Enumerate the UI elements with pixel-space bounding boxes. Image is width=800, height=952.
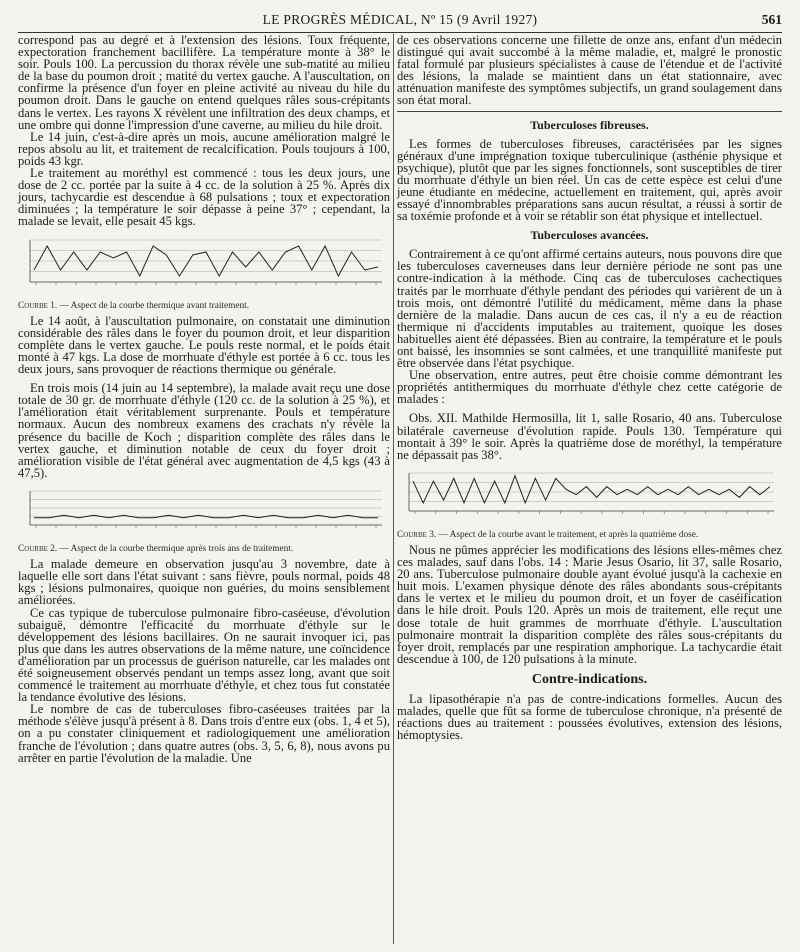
figure-courbe-2 <box>18 485 390 554</box>
paragraph: Le traitement au moréthyl est commencé : tous les deux jours, une dose de 2 cc. portée par la suite à 4 cc. de la solution à 25 %. Après dix jours, tachycardie est descendue à 68 pulsations ; toux et expectoration diminuées ; la température le soir dépasse à peine 37° ; cependant, la malade se levait, elle pesait 45 kgs. <box>18 166 390 229</box>
caption-label: Courbe 3. <box>397 529 437 540</box>
temperature-chart-3 <box>397 467 782 527</box>
paragraph: Le nombre de cas de tuberculoses fibro-caséeuses traitées par la méthode s'élève jusqu'à présent à 8. Dans trois d'entre eux (obs. 1, 4 et 5), on a pu constater cliniquement et radiologiquement une amélioration franche de l'évolution ; dans quatre autres (obs. 3, 5, 6, 8), nous avons pu arrêter en partie l'évolution de la maladie. Une <box>18 702 390 765</box>
figure-courbe-1 <box>18 234 390 311</box>
left-column <box>18 34 390 764</box>
paragraph: Nous ne pûmes apprécier les modifications des lésions elles-mêmes chez ces malades, sauf dans l'obs. 14 : Marie Jesus Osario, lit 37, salle Rosario, 20 ans. Tuberculose pulmonaire double ayant évolué jusqu'à la cachexie en huit mois. L'examen physique dénote des râles abondants sous-crépitants dans le vertex et le milieu du poumon droit, et un foyer de caséification dans le hile droit. Pouls 120. Après un mois de traitement, elle reçut une dose totale de huit grammes de morrhuate d'éthyle. L'auscultation pulmonaire montrait la disparition complète des râles sous-crépitants du foyer droit, remplacés par une respiration amphorique. La tachycardie était descendue à 100, de 120 pulsations à la minute. <box>397 543 782 666</box>
caption-label: Courbe 1. <box>18 300 58 311</box>
column-divider <box>393 34 394 944</box>
figure-caption <box>18 544 390 554</box>
paragraph: de ces observations concerne une fillette de onze ans, enfant d'un médecin distingué qui avait succombé à la même maladie, et, malgré le pronostic fatal formulé par plusieurs spécialistes à cause de l'étendue et de l'activité des lésions, la malade se maintient dans un état stationnaire, avec atténuation manifeste des symptômes subjectifs, un grand soulagement dans son état moral. <box>397 33 782 108</box>
paragraph: La malade demeure en observation jusqu'au 3 novembre, date à laquelle elle sort dans l'état suivant : sans fièvre, pouls normal, poids 48 kgs ; lésions pulmonaires, quoique non guéries, du moins sensiblement améliorées. <box>18 557 390 608</box>
temperature-trace <box>34 515 378 517</box>
journal-title: LE PROGRÈS MÉDICAL, Nº 15 (9 Avril 1927) <box>262 12 538 27</box>
caption-text: — Aspect de la courbe avant le traitement, et après la quatrième dose. <box>436 529 699 540</box>
figure-caption <box>397 530 782 540</box>
paragraph: En trois mois (14 juin au 14 septembre), la malade avait reçu une dose totale de 30 gr. de morrhuate d'éthyle (120 cc. de la solution à 25 %), et l'amélioration était véritablement surprenante. Pouls et température normaux. Aucun des nombreux examens des crachats n'y révèle la présence du bacille de Koch ; disparition complète des râles dans le vertex gauche, et diminution notable de ceux du foyer droit ; amélioration visible de l'état général avec augmentation de 4,5 kgs (43 à 47,5). <box>18 381 390 480</box>
section-heading: Contre-indications. <box>531 671 648 687</box>
figure-courbe-3 <box>397 467 782 540</box>
temperature-trace <box>413 476 770 503</box>
paragraph: Une observation, entre autres, peut être choisie comme démontrant les propriétés antithermiques du morrhuate d'éthyle chez cette catégorie de malades : <box>397 368 782 407</box>
temperature-chart-1 <box>18 234 390 298</box>
section-heading: Tuberculoses avancées. <box>530 228 649 243</box>
caption-label: Courbe 2. <box>18 543 58 554</box>
caption-text: — Aspect de la courbe thermique après trois ans de traitement. <box>57 543 294 554</box>
temperature-chart-2 <box>18 485 390 541</box>
paragraph: Les formes de tuberculoses fibreuses, caractérisées par les signes généraux d'une imprégnation toxique tuberculinique (asthénie physique et psychique), plutôt que par les signes fonctionnels, sont susceptibles de tirer du morrhuate d'éthyle un bien réel. Un cas de cette espèce est celui d'une jeune étudiante en médecine, actuellement en traitement, qui, après avoir essayé d'innombrables préparations sans aucun résultat, a réussi à sortir de sa toxémie profonde et à voir se rétablir son état physique et intellectuel. <box>397 136 782 224</box>
caption-text: — Aspect de la courbe thermique avant traitement. <box>57 300 250 311</box>
paragraph: Obs. XII. Mathilde Hermosilla, lit 1, salle Rosario, 40 ans. Tuberculose bilatérale caverneuse d'évolution rapide. Pouls 130. Température qui montait à 39° le soir. Après la quatrième dose de moréthyl, la température ne dépassait pas 38°. <box>397 411 782 462</box>
right-column <box>397 34 782 741</box>
page-header <box>18 6 782 33</box>
paragraph: Contrairement à ce qu'ont affirmé certains auteurs, nous pouvons dire que les tuberculoses caverneuses dans leur dernière période ne sont pas une contre-indication à la méthode. Cinq cas de tuberculoses cachectiques traités par le morrhuate d'éthyle pendant des périodes qui varièrent de un à trois mois, ont démontré l'utilité du médicament, même dans la phase dernière de la maladie. Dans aucun de ces cas, il n'y a eu de réaction thermique ni d'accidents imputables au traitement, quoique les doses habituelles aient été dépassées. Bien au contraire, la température et le pouls ont baissé, les insomnies se sont calmées, et une tranquillité manifeste put être observée dans l'état psychique. <box>397 247 782 371</box>
section-rule <box>397 111 782 112</box>
figure-caption <box>18 301 390 311</box>
paragraph: Ce cas typique de tuberculose pulmonaire fibro-caséeuse, d'évolution subaiguë, démontre l'efficacité du morrhuate d'éthyle sur le développement des lésions bacillaires. On ne saurait invoquer ici, pas plus que dans les autres observations de la même nature, une coïncidence d'amélioration par un processus de guérison naturelle, car les malades ont été soigneusement observés pendant un temps assez long, avant que soit commencé le traitement au morrhuate d'éthyle, et chez tous fut constatée la tendance évolutive des lésions. <box>18 605 390 705</box>
paragraph: correspond pas au degré et à l'extension des lésions. Toux fréquente, expectoration franchement bacillifère. La température monte à 38° le soir. Pouls 100. La percussion du thorax révèle une sub-matité au milieu de la base du poumon droit ; matité du vertex gauche. A l'auscultation, on confirme la présence d'un foyer en pleine activité au niveau du hile du poumon droit. Dans le gauche on entend quelques râles sous-crépitants dans le vertex. Les rayons X révèlent une infiltration des deux champs, et une ombre qui donne l'impression d'une caverne, au milieu du hile droit. <box>18 33 390 132</box>
paragraph: Le 14 août, à l'auscultation pulmonaire, on constatait une diminution considérable des râles dans le foyer du poumon droit, et leur disparition complète dans le vertex gauche. Le pouls reste normal, et le poids était monté à 47 kgs. La dose de morrhuate d'éthyle est portée à 6 cc. tous les deux jours, sans provoquer de réactions thermique ou générale. <box>18 313 390 377</box>
section-heading: Tuberculoses fibreuses. <box>530 117 649 132</box>
paragraph: Le 14 juin, c'est-à-dire après un mois, aucune amélioration malgré le repos absolu au lit, et traitement de recalcification. Pouls toujours à 100, poids 43 kgr. <box>18 129 390 168</box>
paragraph: La lipasothérapie n'a pas de contre-indications formelles. Aucun des malades, quelle que fût sa forme de tuberculose chronique, n'a présenté de réactions dues au traitement : poussées évolutives, extension des lésions, hémoptysies. <box>397 691 782 743</box>
page-number: 561 <box>761 12 782 27</box>
